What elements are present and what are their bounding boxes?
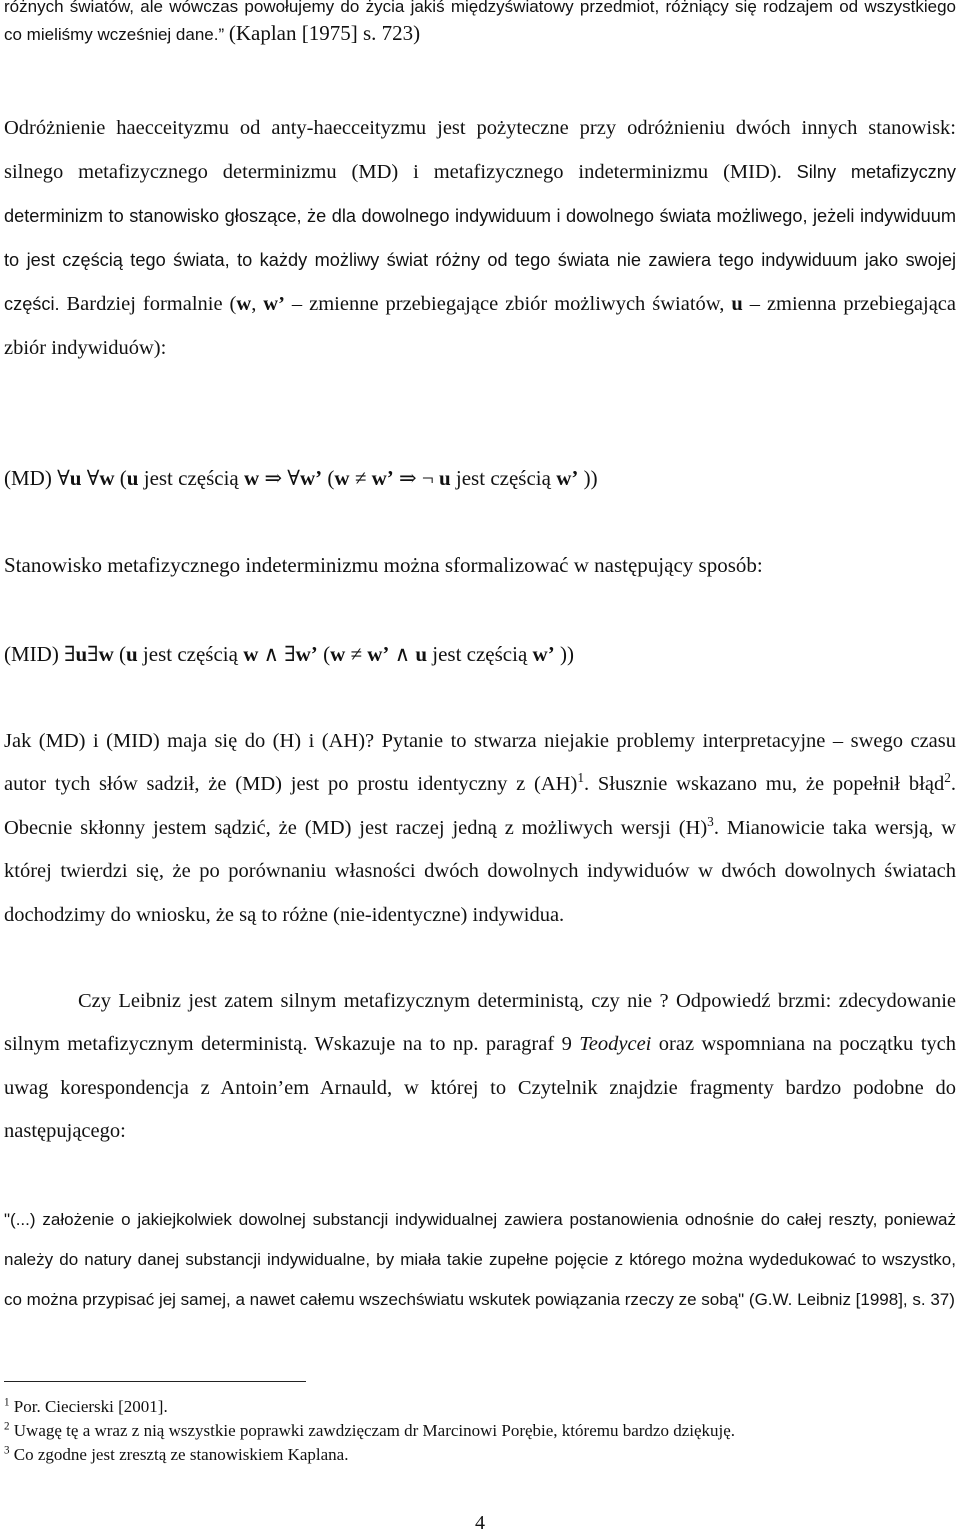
footnote-ref-3[interactable]: 3 bbox=[707, 813, 714, 829]
footnote-1: $^1$ Por. Ciecierski [2001]. bbox=[4, 1396, 168, 1416]
paragraph-leibniz: Czy Leibniz jest zatem silnym metafizycznym deterministą, czy nie ? Odpowiedź brzmi: zdecydowanie silnym metafizycznym deterministą. Wskazuje na to np. paragraf 9 Teodycei oraz wspomniana na początku tych uwag korespondencja z Antoin’em Arnauld, w której to Czytelnik znajdzie fragmenty bardzo podobne do następującego: bbox=[4, 990, 956, 1143]
formula-md: (MD) ∀u ∀w (u jest częścią w ⇒ ∀w’ (w ≠ w’ ⇒ ¬ u jest częścią w’ )) bbox=[4, 466, 598, 490]
quote-leibniz: "(...) założenie o jakiejkolwiek dowolnej substancji indywidualnej zawiera postanowienia odnośnie do całej reszty, ponieważ należy do natury danej substancji indywidualne, by miała takie zupełne pojęcie z którego można wydedukować to wszystko, co można przypisać jej samej, a nawet całemu wszechświatu wskutek powiązania rzeczy ze sobą" (G.W. Leibniz [1998], s. 37) bbox=[4, 1210, 956, 1309]
md-intro-text: Odróżnienie haecceityzmu od anty-haecceityzmu jest pożyteczne przy odróżnieniu dwóch innych stanowisk: silnego metafizycznego determinizmu (MD) i metafizycznego indeterminizmu (MID). bbox=[4, 117, 956, 183]
citation-kaplan: (Kaplan [1975] s. 723) bbox=[228, 21, 421, 45]
footnote-ref-1[interactable]: 1 bbox=[577, 770, 584, 786]
paragraph-md-mid-relation: Jak (MD) i (MID) maja się do (H) i (AH)? Pytanie to stwarza niejakie problemy interpretacyjne – swego czasu autor tych słów sadził, że (MD) jest po prostu identyczny z (AH)$^1$. Słusznie wskazano mu, że popełnił błąd$^2$. Obecnie skłonny jestem sądzić, że (MD) jest raczej jedną z możliwych wersji $(H)^3$. Mianowicie taka wersją, w której twierdzi się, że po porównaniu własności dwóch dowolnych indywiduów w dwóch dowolnych światach dochodzimy do wniosku, że są to różne (nie-identyczne) indywidua. bbox=[4, 730, 957, 926]
mid-intro-text: Stanowisko metafizycznego indeterminizmu można sformalizować w następujący sposób: bbox=[4, 553, 763, 577]
work-title-teodycei: Teodycei bbox=[579, 1033, 652, 1056]
page-number: 4 bbox=[475, 1512, 485, 1534]
footnote-2: $^2$ Uwagę tę a wraz z nią wszystkie poprawki zawdzięczam dr Marcinowi Porębie, któremu bardzo dziękuję. bbox=[4, 1420, 736, 1440]
footnote-ref-2[interactable]: 2 bbox=[944, 770, 951, 786]
formula-mid: (MID) ∃u∃w (u jest częścią w ∧ ∃w’ (w ≠ w’ ∧ u jest częścią w’ )) bbox=[4, 642, 574, 666]
formal-intro-text: Bardziej formalnie (w, w’ – zmienne przebiegające zbiór możliwych światów, u – zmienna przebiegająca zbiór indywiduów): bbox=[4, 293, 957, 359]
paragraph-kaplan-quote-end bbox=[4, 0, 956, 48]
quote-end-text: różnych światów, ale wówczas powołujemy do życia jakiś międzyświatowy przedmiot, różniący się rodzajem od wszystkiego co mieliśmy wcześniej dane.” bbox=[4, 0, 956, 44]
footnote-separator bbox=[4, 1381, 306, 1382]
paragraph-md-definition bbox=[4, 106, 956, 370]
footnote-3: $^3$ Co zgodne jest zresztą ze stanowiskiem Kaplana. bbox=[4, 1444, 349, 1464]
md-definition-text: Silny metafizyczny determinizm to stanowisko głoszące, że dla dowolnego indywiduum i dowolnego świata możliwego, jeżeli indywiduum to jest częścią tego świata, to każdy możliwy świat różny od tego świata nie zawiera tego indywiduum jako swojej części. bbox=[4, 162, 956, 314]
